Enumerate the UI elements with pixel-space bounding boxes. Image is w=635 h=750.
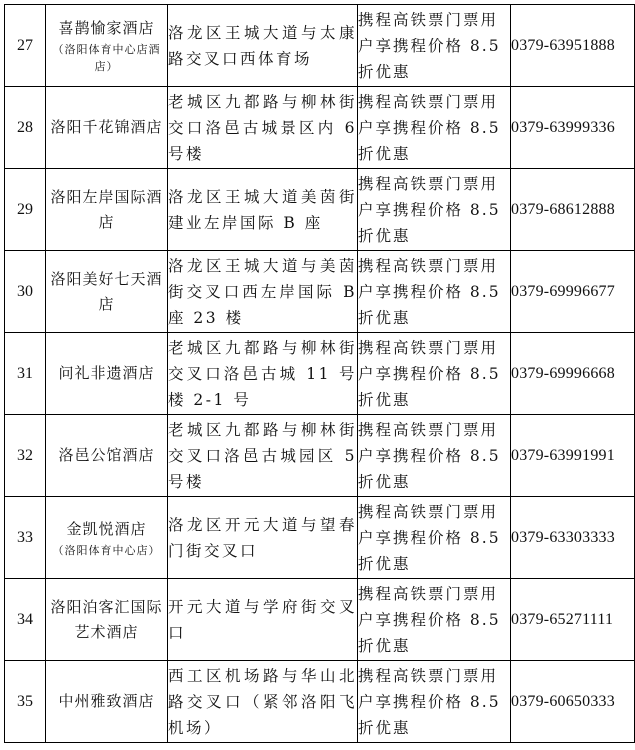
phone-number: 0379-63303333 (511, 497, 635, 579)
discount-offer: 携程高铁票门票用户享携程价格 8.5 折优惠 (358, 497, 511, 579)
hotel-address: 西工区机场路与华山北路交叉口（紧邻洛阳飞机场） (168, 661, 358, 743)
table-row (5, 5, 635, 87)
hotel-address: 老城区九都路与柳林街交口洛邑古城景区内 6 号楼 (168, 87, 358, 169)
hotel-name: 洛阳左岸国际酒店 (50, 187, 163, 231)
table-row (5, 579, 635, 661)
hotel-name-cell (46, 169, 168, 251)
hotel-name-cell (46, 415, 168, 497)
table-row (5, 87, 635, 169)
row-number: 30 (5, 251, 46, 333)
hotel-address: 洛龙区王城大道美茵街建业左岸国际 B 座 (168, 169, 358, 251)
hotel-branch: （洛阳体育中心店） (52, 543, 161, 557)
hotel-address: 洛龙区开元大道与望春门街交叉口 (168, 497, 358, 579)
hotel-address: 开元大道与学府街交叉口 (168, 579, 358, 661)
hotel-name-cell (46, 5, 168, 87)
discount-offer: 携程高铁票门票用户享携程价格 8.5 折优惠 (358, 251, 511, 333)
hotel-name: 洛邑公馆酒店 (58, 446, 155, 464)
hotel-name: 洛阳美好七天酒店 (50, 269, 163, 313)
hotel-branch: （洛阳体育中心店酒店） (52, 43, 161, 73)
hotel-name: 中州雅致酒店 (58, 692, 155, 710)
discount-offer: 携程高铁票门票用户享携程价格 8.5 折优惠 (358, 5, 511, 87)
discount-offer: 携程高铁票门票用户享携程价格 8.5 折优惠 (358, 415, 511, 497)
phone-number: 0379-69996668 (511, 333, 635, 415)
phone-number: 0379-60650333 (511, 661, 635, 743)
hotel-name-cell (46, 251, 168, 333)
hotel-name-cell (46, 579, 168, 661)
discount-offer: 携程高铁票门票用户享携程价格 8.5 折优惠 (358, 169, 511, 251)
hotel-name: 问礼非遗酒店 (58, 364, 155, 382)
phone-number: 0379-63951888 (511, 5, 635, 87)
hotel-name-cell (46, 87, 168, 169)
table-row (5, 415, 635, 497)
table-row (5, 333, 635, 415)
phone-number: 0379-65271111 (511, 579, 635, 661)
phone-number: 0379-68612888 (511, 169, 635, 251)
row-number: 34 (5, 579, 46, 661)
hotel-name: 洛阳千花锦酒店 (50, 118, 163, 136)
hotel-name: 洛阳泊客汇国际艺术酒店 (50, 597, 163, 641)
discount-offer: 携程高铁票门票用户享携程价格 8.5 折优惠 (358, 579, 511, 661)
hotel-address: 老城区九都路与柳林街交叉口洛邑古城 11 号楼 2-1 号 (168, 333, 358, 415)
phone-number: 0379-63991991 (511, 415, 635, 497)
hotel-name: 喜鹊愉家酒店 (58, 19, 155, 37)
discount-offer: 携程高铁票门票用户享携程价格 8.5 折优惠 (358, 333, 511, 415)
table-row (5, 169, 635, 251)
hotel-name-cell (46, 333, 168, 415)
hotel-discount-table (4, 4, 635, 743)
row-number: 31 (5, 333, 46, 415)
row-number: 32 (5, 415, 46, 497)
discount-offer: 携程高铁票门票用户享携程价格 8.5 折优惠 (358, 87, 511, 169)
table-row (5, 661, 635, 743)
phone-number: 0379-69996677 (511, 251, 635, 333)
hotel-address: 洛龙区王城大道与太康路交叉口西体育场 (168, 5, 358, 87)
table-row (5, 251, 635, 333)
hotel-name-cell (46, 497, 168, 579)
row-number: 35 (5, 661, 46, 743)
phone-number: 0379-63999336 (511, 87, 635, 169)
row-number: 29 (5, 169, 46, 251)
row-number: 28 (5, 87, 46, 169)
hotel-name-cell (46, 661, 168, 743)
hotel-name: 金凯悦酒店 (66, 519, 147, 538)
hotel-address: 老城区九都路与柳林街交叉口洛邑古城园区 5 号楼 (168, 415, 358, 497)
row-number: 27 (5, 5, 46, 87)
table-row (5, 497, 635, 579)
discount-offer: 携程高铁票门票用户享携程价格 8.5 折优惠 (358, 661, 511, 743)
hotel-address: 洛龙区王城大道与美茵街交叉口西左岸国际 B 座 23 楼 (168, 251, 358, 333)
row-number: 33 (5, 497, 46, 579)
